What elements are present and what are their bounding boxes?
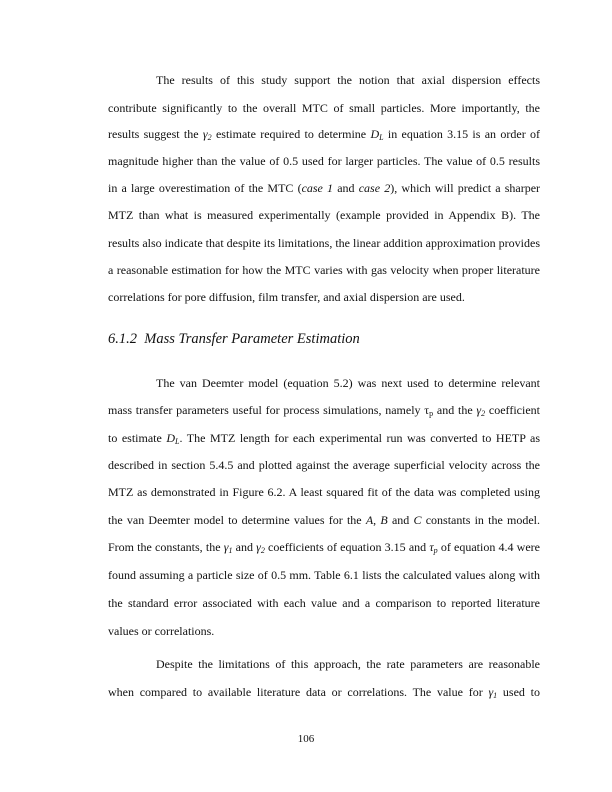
page-number: 106 [297,733,315,745]
paragraph-2-line-7: From the constants, the $\gamma_1$ and $\gamma_2$ coefficients of equation 3.15 and $\tau_p$ of equation 4.4 were [108,540,540,555]
paragraph-2-line-10: values or correlations. [108,624,215,638]
paragraph-1-line-7: results also indicate that despite its limitations, the linear addition approximation provides [108,236,540,250]
paragraph-2-line-8: found assuming a particle size of 0.5 mm. Table 6.1 lists the calculated values along with [108,568,540,582]
section-number: 6.1.2 [108,331,137,347]
paragraph-1-line-8: a reasonable estimation for how the MTC varies with gas velocity when proper literature [108,263,540,277]
section-heading [108,331,360,348]
paragraph-2-line-5: MTZ as demonstrated in Figure 6.2. A least squared fit of the data was completed using [108,485,540,499]
paragraph-2-line-1: The van Deemter model (equation 5.2) was next used to determine relevant [156,376,540,390]
section-title: Mass Transfer Parameter Estimation [144,331,360,347]
paragraph-1-line-1: The results of this study support the notion that axial dispersion effects [156,73,540,87]
paragraph-2-line-9: the standard error associated with each value and a comparison to reported literature [108,596,540,610]
paragraph-1-line-6: MTZ than what is measured experimentally (example provided in Appendix B). The [108,208,540,222]
paragraph-2-line-2: mass transfer parameters useful for process simulations, namely $\tau_p$ and the $\gamma_2$ coefficient [108,403,540,418]
paragraph-2-line-3: to estimate $D_L$. The MTZ length for each experimental run was converted to HETP as [108,431,540,446]
paragraph-1-line-2: contribute significantly to the overall MTC of small particles. More importantly, the [108,101,540,115]
paragraph-3-line-2: when compared to available literature data or correlations. The value for $\gamma_1$ used to [108,685,540,700]
paragraph-2-line-6: the van Deemter model to determine values for the A, B and C constants in the model. [108,513,540,527]
paragraph-1-line-4: magnitude higher than the value of 0.5 used for larger particles. The value of 0.5 results [108,154,540,168]
paragraph-3-line-1: Despite the limitations of this approach, the rate parameters are reasonable [156,657,540,671]
paragraph-2-line-4: described in section 5.4.5 and plotted against the average superficial velocity across the [108,458,540,472]
paragraph-1-line-9: correlations for pore diffusion, film transfer, and axial dispersion are used. [108,290,465,304]
paragraph-1-line-5: in a large overestimation of the MTC (case 1 and case 2), which will predict a sharper [108,181,541,195]
paragraph-1-line-3: results suggest the $\gamma_2$ estimate required to determine $D_L$ in equation 3.15 is an order of [108,127,540,142]
